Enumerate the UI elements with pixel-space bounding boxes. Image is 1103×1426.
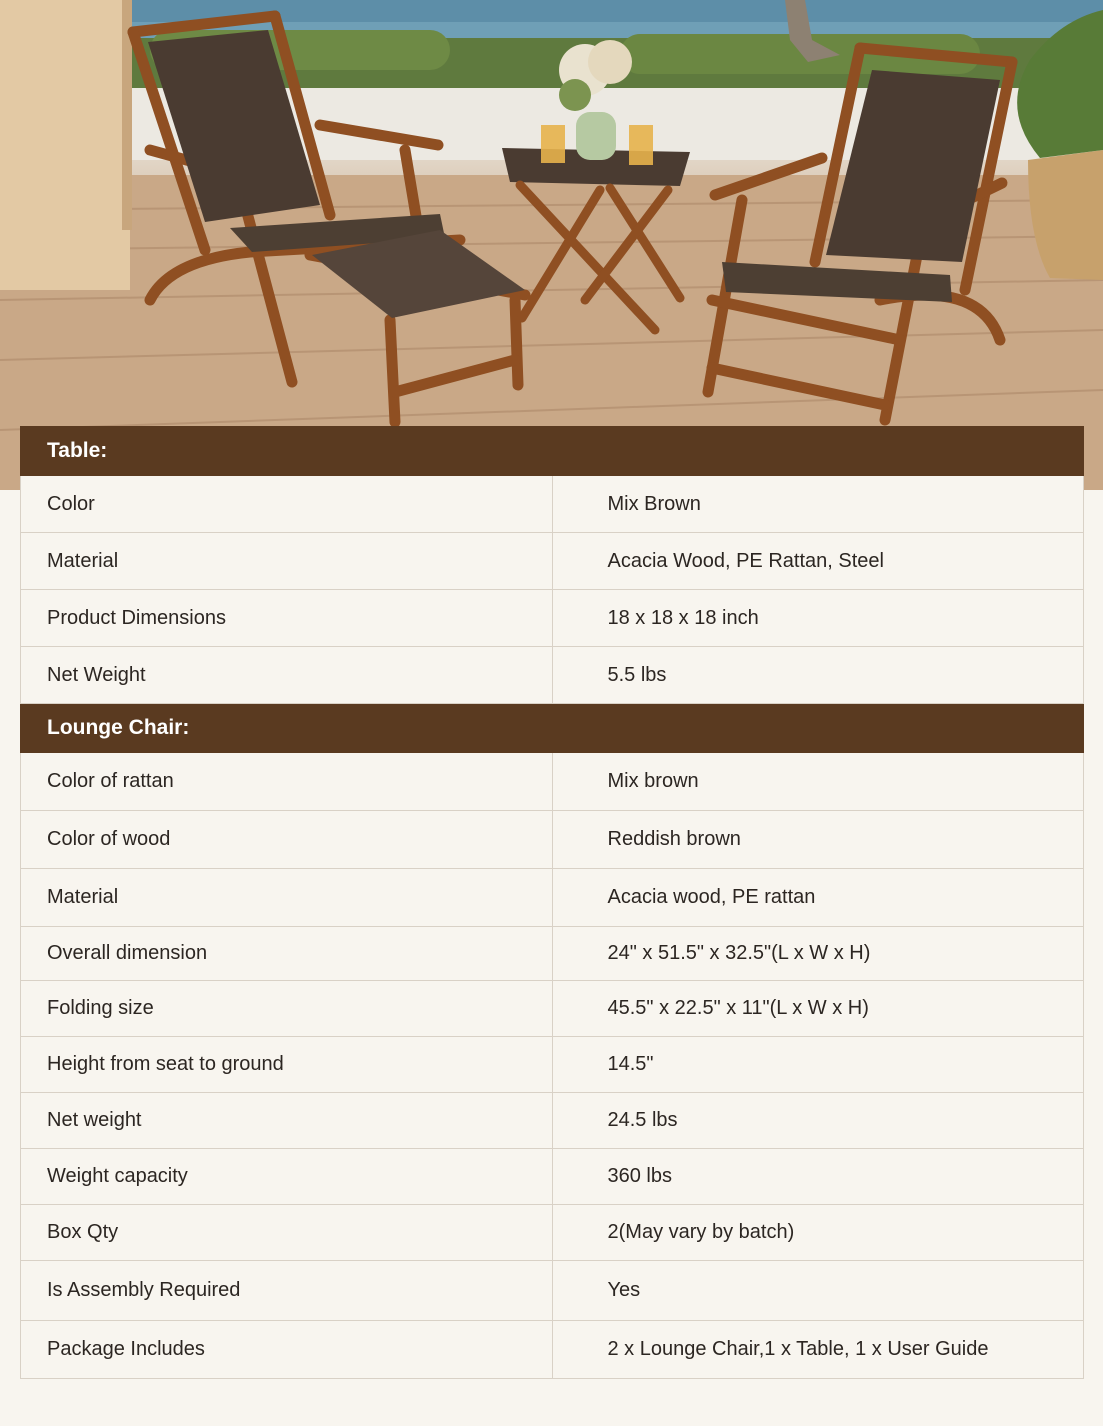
spec-value: 24.5 lbs <box>552 1093 1084 1149</box>
section-title: Table: <box>21 427 1084 476</box>
spec-row <box>21 647 1084 704</box>
spec-value: 45.5" x 22.5" x 11"(L x W x H) <box>552 981 1084 1037</box>
spec-label: Weight capacity <box>21 1149 553 1205</box>
spec-row <box>21 1261 1084 1321</box>
spec-row <box>21 476 1084 533</box>
spec-row <box>21 1321 1084 1379</box>
spec-value: Mix Brown <box>552 476 1084 533</box>
spec-value: Acacia Wood, PE Rattan, Steel <box>552 533 1084 590</box>
spec-value: 2(May vary by batch) <box>552 1205 1084 1261</box>
spec-value: Mix brown <box>552 753 1084 811</box>
spec-row <box>21 869 1084 927</box>
section-header-table <box>21 427 1084 476</box>
spec-label: Material <box>21 533 553 590</box>
spec-row <box>21 811 1084 869</box>
spec-row <box>21 927 1084 981</box>
spec-value: Reddish brown <box>552 811 1084 869</box>
product-photo <box>0 0 1103 490</box>
spec-label: Box Qty <box>21 1205 553 1261</box>
spec-label: Material <box>21 869 553 927</box>
spec-label: Net Weight <box>21 647 553 704</box>
spec-label: Is Assembly Required <box>21 1261 553 1321</box>
spec-label: Color of rattan <box>21 753 553 811</box>
spec-label: Folding size <box>21 981 553 1037</box>
spec-table <box>20 426 1084 1379</box>
spec-row <box>21 590 1084 647</box>
spec-label: Overall dimension <box>21 927 553 981</box>
spec-row <box>21 1205 1084 1261</box>
spec-row <box>21 981 1084 1037</box>
spec-value: 24" x 51.5" x 32.5"(L x W x H) <box>552 927 1084 981</box>
spec-value: 14.5" <box>552 1037 1084 1093</box>
spec-value: 18 x 18 x 18 inch <box>552 590 1084 647</box>
spec-value: 360 lbs <box>552 1149 1084 1205</box>
spec-value: 5.5 lbs <box>552 647 1084 704</box>
spec-row <box>21 753 1084 811</box>
spec-row <box>21 1037 1084 1093</box>
spec-label: Color of wood <box>21 811 553 869</box>
spec-label: Color <box>21 476 553 533</box>
spec-label: Net weight <box>21 1093 553 1149</box>
spec-row <box>21 1093 1084 1149</box>
spec-value: Yes <box>552 1261 1084 1321</box>
spec-value: Acacia wood, PE rattan <box>552 869 1084 927</box>
section-header-lounge-chair <box>21 704 1084 753</box>
spec-row <box>21 533 1084 590</box>
spec-label: Package Includes <box>21 1321 553 1379</box>
spec-label: Product Dimensions <box>21 590 553 647</box>
patio-scene-illustration <box>0 0 1103 490</box>
spec-label: Height from seat to ground <box>21 1037 553 1093</box>
spec-value: 2 x Lounge Chair,1 x Table, 1 x User Guide <box>552 1321 1084 1379</box>
spec-row <box>21 1149 1084 1205</box>
section-title: Lounge Chair: <box>21 704 1084 753</box>
